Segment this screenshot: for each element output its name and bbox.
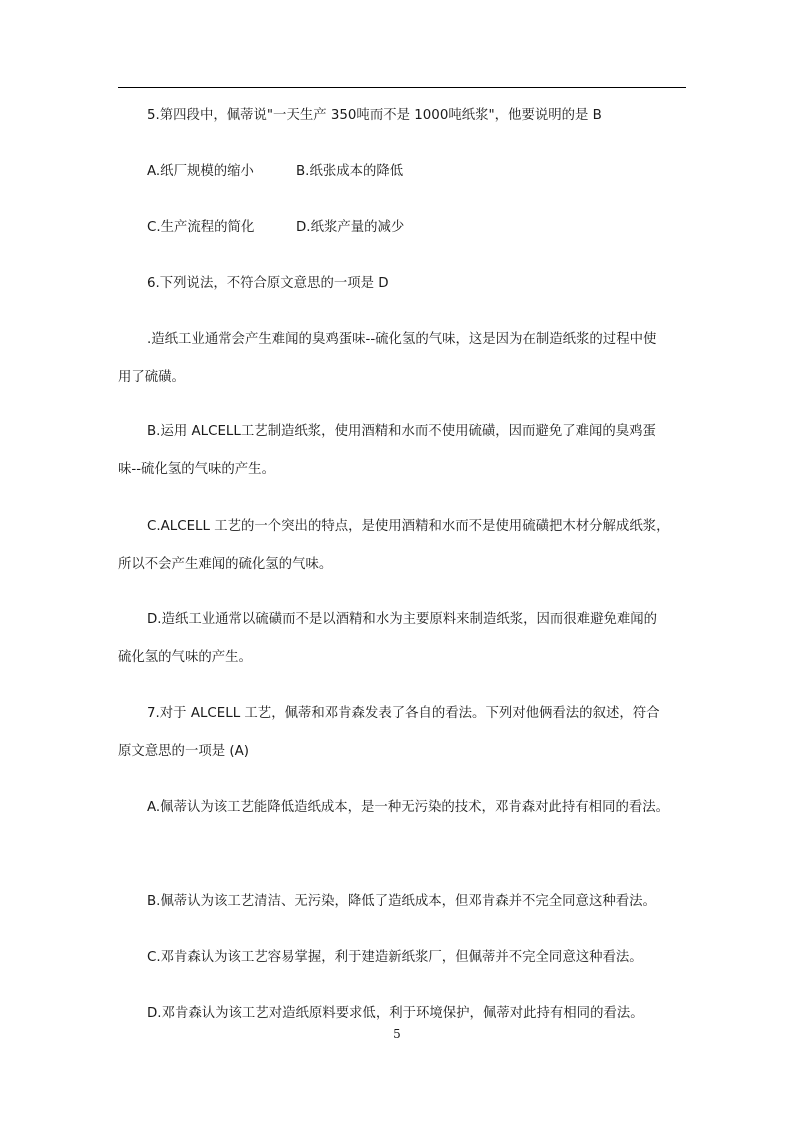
question-6-option-c-line-1: C.ALCELL 工艺的一个突出的特点，是使用酒精和水而不是使用硫磺把木材分解成纸浆， <box>147 519 670 534</box>
question-7-option-a: A.佩蒂认为该工艺能降低造纸成本，是一种无污染的技术，邓肯森对此持有相同的看法。 <box>147 800 670 815</box>
question-6-option-b-line-2: 味--硫化氢的气味的产生。 <box>118 462 275 477</box>
question-5-option-b: B.纸张成本的降低 <box>296 164 404 179</box>
question-6-option-c-line-2: 所以不会产生难闻的硫化氢的气味。 <box>118 557 333 572</box>
question-7-option-b: B.佩蒂认为该工艺清洁、无污染，降低了造纸成本，但邓肯森并不完全同意这种看法。 <box>147 894 656 909</box>
question-5-option-c: C.生产流程的简化 <box>147 220 255 235</box>
question-7-option-c: C.邓肯森认为该工艺容易掌握，利于建造新纸浆厂，但佩蒂并不完全同意这种看法。 <box>147 950 643 965</box>
question-7-option-d: D.邓肯森认为该工艺对造纸原料要求低，利于环境保护，佩蒂对此持有相同的看法。 <box>147 1006 644 1021</box>
question-5-stem: 5.第四段中，佩蒂说"一天生产 350吨而不是 1000吨纸浆"，他要说明的是 B <box>147 108 602 123</box>
question-6-option-b-line-1: B.运用 ALCELL工艺制造纸浆，使用酒精和水而不使用硫磺，因而避免了难闻的臭鸡蛋 <box>147 424 656 439</box>
question-6-option-a-line-1: .造纸工业通常会产生难闻的臭鸡蛋味--硫化氢的气味，这是因为在制造纸浆的过程中使 <box>147 332 657 347</box>
question-6-option-d-line-2: 硫化氢的气味的产生。 <box>118 650 252 665</box>
question-7-stem-line-2: 原文意思的一项是 (A) <box>118 744 249 759</box>
question-5-option-a: A.纸厂规模的缩小 <box>147 164 254 179</box>
question-6-option-d-line-1: D.造纸工业通常以硫磺而不是以酒精和水为主要原料来制造纸浆，因而很难避免难闻的 <box>147 612 658 627</box>
question-5-option-d: D.纸浆产量的减少 <box>296 220 405 235</box>
question-6-option-a-line-2: 用了硫磺。 <box>118 370 185 385</box>
question-7-stem-line-1: 7.对于 ALCELL 工艺，佩蒂和邓肯森发表了各自的看法。下列对他俩看法的叙述，符合 <box>147 706 660 721</box>
header-rule <box>118 87 686 88</box>
question-6-stem: 6.下列说法，不符合原文意思的一项是 D <box>147 276 389 291</box>
page-number: 5 <box>393 1027 401 1041</box>
